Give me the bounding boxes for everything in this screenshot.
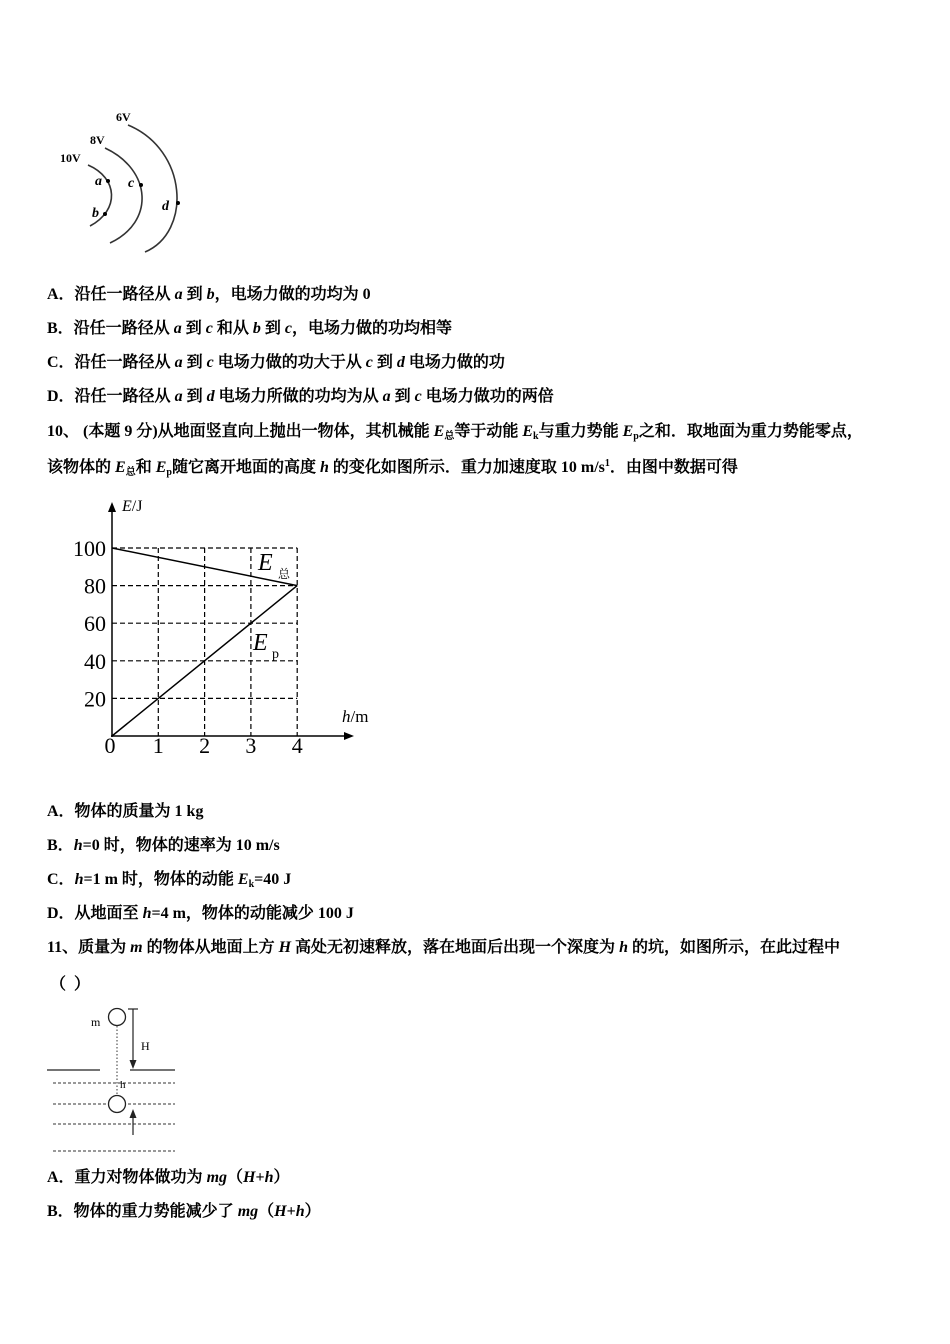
text-run: 高处无初速释放，落在地面后出现一个深度为 xyxy=(291,939,620,956)
y-axis-label-unit: /J xyxy=(131,498,143,515)
q9-option-c xyxy=(47,353,505,373)
q10-option-b xyxy=(47,836,280,856)
subscript: p xyxy=(166,467,172,478)
q11-stem xyxy=(47,938,840,958)
italic-symbol: c xyxy=(206,354,214,371)
point-a-dot xyxy=(106,179,110,183)
italic-symbol: d xyxy=(206,388,215,405)
y-axis-label-symbol: E xyxy=(122,498,132,515)
text-run: A．重力对物体做功为 xyxy=(47,1169,207,1186)
object-final-circle xyxy=(109,1096,126,1113)
text-run: 的物体从地面上方 xyxy=(142,939,279,956)
subscript: p xyxy=(633,431,639,442)
potential-label-10v: 10V xyxy=(60,151,81,165)
potential-label-8v: 8V xyxy=(90,133,105,147)
q9-option-b xyxy=(47,319,452,339)
object-initial-circle xyxy=(109,1009,126,1026)
x-tick-label: 1 xyxy=(152,733,164,758)
height-label: H xyxy=(141,1039,150,1053)
italic-symbol: H xyxy=(278,939,292,956)
italic-symbol: E xyxy=(622,423,634,440)
text-run: ，电场力做的功均相等 xyxy=(291,320,452,337)
subscript: 总 xyxy=(444,431,455,442)
text-run: A．物体的质量为 1 kg xyxy=(47,803,204,820)
text-run: 等于动能 xyxy=(454,423,523,440)
text-run: D．从地面至 xyxy=(47,905,143,922)
italic-symbol: b xyxy=(252,320,261,337)
y-axis-arrow xyxy=(108,502,116,512)
y-tick-label: 100 xyxy=(73,536,106,561)
point-label-c: c xyxy=(128,176,135,191)
x-axis-arrow xyxy=(344,732,354,740)
text-run: 和从 xyxy=(212,320,253,337)
text-run: B． xyxy=(47,837,74,854)
equipotential-figure xyxy=(50,105,195,260)
italic-symbol: h xyxy=(319,459,329,476)
italic-symbol: mg xyxy=(237,1203,259,1220)
text-run: B．物体的重力势能减少了 xyxy=(47,1203,238,1220)
italic-symbol: h xyxy=(619,939,628,956)
text-run: C．沿任一路径从 xyxy=(47,354,175,371)
text-run: ，电场力做的功均为 0 xyxy=(214,286,371,303)
italic-symbol: E xyxy=(237,871,249,888)
q10-stem-line-1 xyxy=(47,422,863,442)
italic-symbol: a xyxy=(174,286,183,303)
point-label-a: a xyxy=(95,174,102,189)
italic-symbol: E xyxy=(115,459,126,476)
x-axis-label xyxy=(342,707,368,726)
text-run: A．沿任一路径从 xyxy=(47,286,175,303)
mass-label: m xyxy=(91,1015,101,1029)
text-run: 电场力做的功 xyxy=(404,354,505,371)
italic-symbol: m xyxy=(130,939,143,956)
text-run: 到 xyxy=(390,388,415,405)
text-run: =40 J xyxy=(254,871,292,888)
series-label-symbol: E xyxy=(253,630,268,656)
text-run: =4 m，物体的动能减少 100 J xyxy=(151,905,354,922)
subscript: k xyxy=(248,879,255,890)
potential-label-6v: 6V xyxy=(116,110,131,124)
text-run: 的变化如图所示．重力加速度取 10 m/s xyxy=(328,459,605,476)
text-run: 到 xyxy=(372,354,397,371)
italic-symbol: E xyxy=(433,423,445,440)
x-tick-label: 4 xyxy=(291,733,303,758)
text-run: 之和．取地面为重力势能零点， xyxy=(638,423,863,440)
point-label-d: d xyxy=(162,199,169,214)
text-run: 11、质量为 xyxy=(47,939,131,956)
italic-symbol: d xyxy=(396,354,405,371)
y-tick-label: 40 xyxy=(84,648,106,674)
italic-symbol: E xyxy=(522,423,534,440)
x-tick-label: 0 xyxy=(104,733,116,758)
italic-symbol: h xyxy=(73,837,83,854)
text-run: 到 xyxy=(181,320,206,337)
point-label-b: b xyxy=(92,206,99,221)
text-run: =0 时，物体的速率为 10 m/s xyxy=(82,837,280,854)
text-run: D．沿任一路径从 xyxy=(47,388,175,405)
text-run: 和 xyxy=(135,459,156,476)
subscript: k xyxy=(533,431,539,442)
x-axis-label-symbol: h xyxy=(342,707,351,726)
series-label-subscript: 总 xyxy=(278,567,291,581)
series-label-subscript: p xyxy=(272,647,279,662)
text-run: 随它离开地面的高度 xyxy=(171,459,320,476)
text-run: C． xyxy=(47,871,75,888)
text-run: + xyxy=(255,1169,265,1186)
text-run: 电场力所做的功均为从 xyxy=(214,388,383,405)
italic-symbol: H xyxy=(274,1203,287,1220)
q10-option-c xyxy=(47,870,291,890)
q10-option-d xyxy=(47,904,354,924)
q10-option-a xyxy=(47,802,203,822)
text-run: 电场力做的功大于从 xyxy=(213,354,366,371)
italic-symbol: a xyxy=(382,388,391,405)
italic-symbol: c xyxy=(284,320,292,337)
italic-symbol: mg xyxy=(206,1169,228,1186)
point-b-dot xyxy=(103,212,107,216)
x-axis-label-unit: /m xyxy=(350,707,369,726)
series-label-symbol: E xyxy=(258,550,273,576)
italic-symbol: c xyxy=(414,388,422,405)
text-run: 的坑，如图所示，在此过程中 xyxy=(627,939,840,956)
energy-height-chart xyxy=(60,490,390,770)
italic-symbol: h xyxy=(295,1203,305,1220)
point-c-dot xyxy=(139,183,143,187)
italic-symbol: a xyxy=(173,320,182,337)
q11-option-b xyxy=(47,1202,321,1222)
italic-symbol: b xyxy=(206,286,215,303)
depth-label: h xyxy=(120,1079,126,1091)
italic-symbol: c xyxy=(205,320,213,337)
y-tick-label: 60 xyxy=(84,611,106,637)
text-run: + xyxy=(286,1203,296,1220)
point-d-dot xyxy=(176,201,180,205)
italic-symbol: h xyxy=(74,871,84,888)
text-run: ） xyxy=(273,1169,290,1186)
q10-stem-line-2 xyxy=(47,458,738,478)
q11-answer-blank: （ ） xyxy=(50,976,91,993)
q9-option-a xyxy=(47,285,371,305)
q9-option-d xyxy=(47,387,554,407)
italic-symbol: a xyxy=(174,388,183,405)
text-run: 与重力势能 xyxy=(538,423,623,440)
text-run: 到 xyxy=(260,320,285,337)
equipotential-line-8v xyxy=(105,148,142,243)
text-run: （ xyxy=(258,1203,275,1220)
italic-symbol: E xyxy=(155,459,167,476)
text-run: ） xyxy=(304,1203,321,1220)
text-run: 电场力做功的两倍 xyxy=(421,388,554,405)
x-tick-label: 2 xyxy=(199,733,211,758)
text-run: B．沿任一路径从 xyxy=(47,320,174,337)
subscript: 总 xyxy=(125,467,136,478)
text-run: 10、 (本题 9 分)从地面竖直向上抛出一物体，其机械能 xyxy=(47,423,434,440)
italic-symbol: h xyxy=(264,1169,274,1186)
text-run: 到 xyxy=(182,388,207,405)
italic-symbol: c xyxy=(365,354,373,371)
text-run: 该物体的 xyxy=(47,459,116,476)
text-run: ．由图中数据可得 xyxy=(609,459,738,476)
text-run: 到 xyxy=(182,354,207,371)
height-arrow-head xyxy=(130,1060,137,1069)
text-run: =1 m 时，物体的动能 xyxy=(83,871,238,888)
text-run: （ xyxy=(227,1169,244,1186)
x-tick-label: 3 xyxy=(245,733,257,758)
y-axis-label xyxy=(121,498,142,515)
depth-arrow-head xyxy=(130,1109,137,1118)
q11-option-a xyxy=(47,1168,290,1188)
superscript: 1 xyxy=(604,458,610,469)
y-tick-label: 80 xyxy=(84,573,106,599)
italic-symbol: H xyxy=(243,1169,256,1186)
y-tick-label: 20 xyxy=(84,686,106,712)
italic-symbol: h xyxy=(142,905,152,922)
equipotential-line-6v xyxy=(128,125,177,252)
text-run: 到 xyxy=(182,286,207,303)
italic-symbol: a xyxy=(174,354,183,371)
falling-object-figure xyxy=(40,1000,190,1160)
